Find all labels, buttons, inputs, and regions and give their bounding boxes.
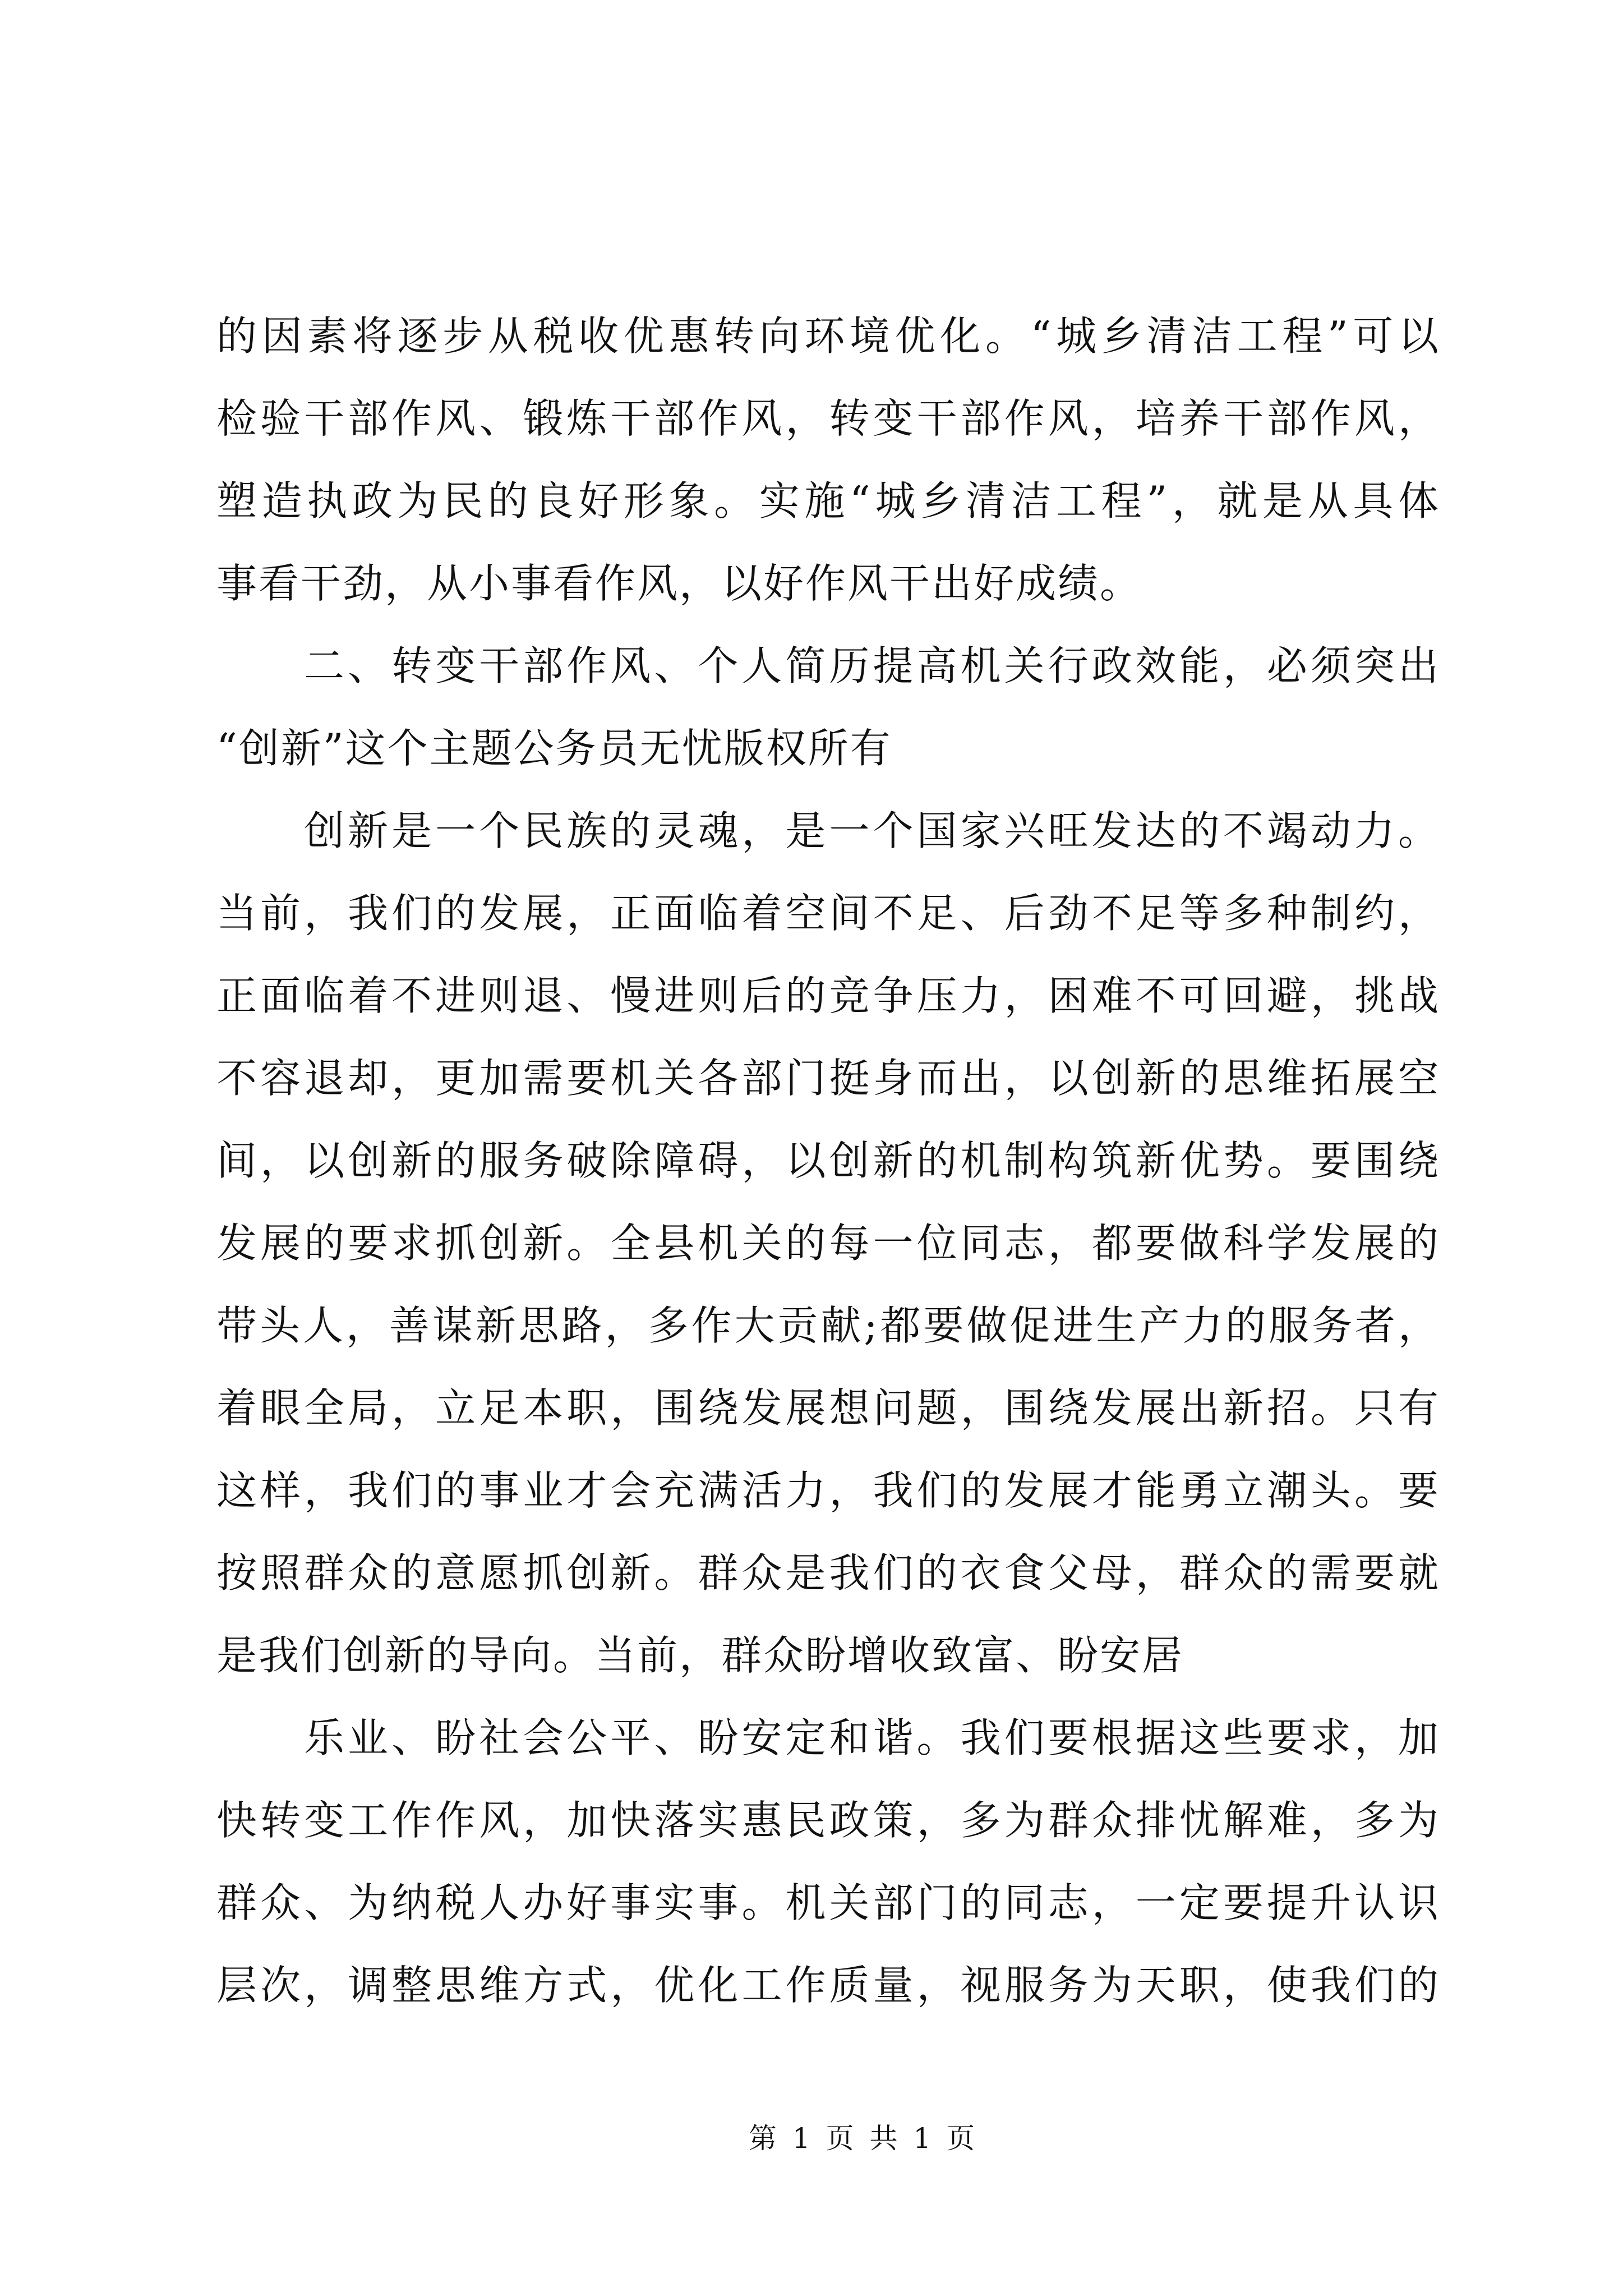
text-line: 的因素将逐步从税收优惠转向环境优化。“城乡清洁工程”可以 bbox=[216, 312, 1440, 360]
paragraph bbox=[216, 790, 1440, 1697]
text-line: 这样，我们的事业才会充满活力，我们的发展才能勇立潮头。要 bbox=[216, 1467, 1440, 1514]
text-line: 按照群众的意愿抓创新。群众是我们的衣食父母，群众的需要就 bbox=[216, 1549, 1440, 1596]
text-line: 层次，调整思维方式，优化工作质量，视服务为天职，使我们的 bbox=[216, 1962, 1440, 2009]
heading-line: “创新”这个主题公务员无忧版权所有 bbox=[216, 725, 892, 772]
text-line: 检验干部作风、锻炼干部作风，转变干部作风，培养干部作风， bbox=[216, 395, 1440, 442]
text-line: 带头人，善谋新思路，多作大贡献;都要做促进生产力的服务者， bbox=[216, 1302, 1440, 1349]
section-heading bbox=[216, 625, 1440, 790]
paragraph bbox=[216, 1697, 1440, 2027]
paragraph bbox=[216, 295, 1440, 625]
text-line: 着眼全局，立足本职，围绕发展想问题，围绕发展出新招。只有 bbox=[216, 1384, 1440, 1432]
text-line: 发展的要求抓创新。全县机关的每一位同志，都要做科学发展的 bbox=[216, 1220, 1440, 1267]
text-line: 快转变工作作风，加快落实惠民政策，多为群众排忧解难，多为 bbox=[216, 1797, 1440, 1844]
text-line: 间，以创新的服务破除障碍，以创新的机制构筑新优势。要围绕 bbox=[216, 1137, 1440, 1184]
text-line: 塑造执政为民的良好形象。实施“城乡清洁工程”，就是从具体 bbox=[216, 477, 1440, 524]
text-line: 当前，我们的发展，正面临着空间不足、后劲不足等多种制约， bbox=[216, 890, 1440, 937]
text-line: 正面临着不进则退、慢进则后的竞争压力，困难不可回避，挑战 bbox=[216, 972, 1440, 1019]
heading-line: 二、转变干部作风、个人简历提高机关行政效能，必须突出 bbox=[304, 642, 1440, 689]
page-footer: 第 1 页 共 1 页 bbox=[749, 2122, 979, 2155]
text-line: 群众、为纳税人办好事实事。机关部门的同志，一定要提升认识 bbox=[216, 1879, 1440, 1926]
text-line: 乐业、盼社会公平、盼安定和谐。我们要根据这些要求，加 bbox=[304, 1714, 1440, 1761]
text-line: 创新是一个民族的灵魂，是一个国家兴旺发达的不竭动力。 bbox=[304, 807, 1440, 854]
text-line: 是我们创新的导向。当前，群众盼增收致富、盼安居 bbox=[216, 1632, 1184, 1679]
text-line: 事看干劲，从小事看作风，以好作风干出好成绩。 bbox=[216, 560, 1142, 607]
text-line: 不容退却，更加需要机关各部门挺身而出，以创新的思维拓展空 bbox=[216, 1055, 1440, 1102]
document-body bbox=[216, 295, 1440, 2027]
